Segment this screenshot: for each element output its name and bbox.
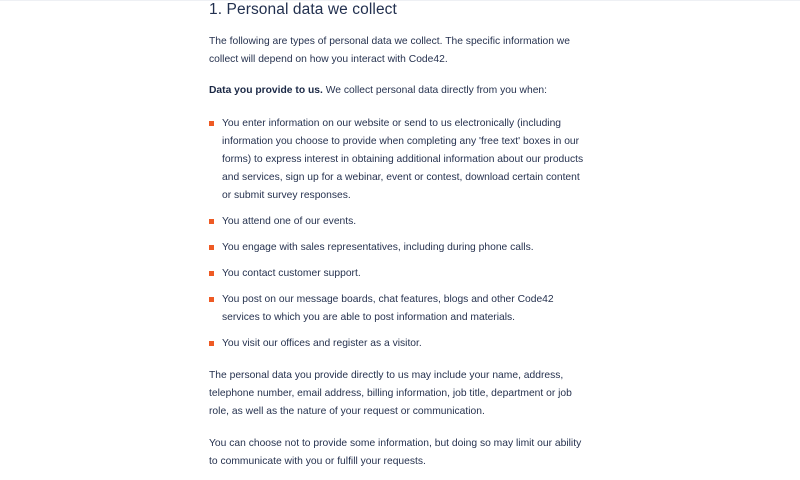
- square-bullet-icon: [209, 245, 214, 250]
- list-item: [209, 335, 584, 353]
- list-item: [209, 213, 584, 231]
- list-item-text: You attend one of our events.: [222, 216, 357, 227]
- privacy-section: [209, 1, 584, 471]
- list-item-text: You engage with sales representatives, including during phone calls.: [222, 242, 534, 253]
- data-you-provide-paragraph: [209, 82, 584, 100]
- list-item: [209, 239, 584, 257]
- list-item: [209, 265, 584, 283]
- intro-paragraph: The following are types of personal data we collect. The specific information we collect will depend on how you interact with Code42.: [209, 36, 570, 65]
- choice-note: You can choose not to provide some information, but doing so may limit our ability to communicate with you or fulfill your requests.: [209, 438, 582, 467]
- square-bullet-icon: [209, 341, 214, 346]
- data-you-provide-label: Data you provide to us.: [209, 85, 323, 96]
- list-item: [209, 115, 584, 205]
- list-item-text: You visit our offices and register as a visitor.: [222, 338, 422, 349]
- square-bullet-icon: [209, 271, 214, 276]
- personal-data-note: The personal data you provide directly to us may include your name, address, telephone number, email address, billing information, job title, department or job role, as well as the nature of your request or communication.: [209, 370, 572, 417]
- section-heading: 1. Personal data we collect: [209, 1, 397, 18]
- data-you-provide-text: We collect personal data directly from you when:: [322, 85, 548, 96]
- collection-list: [209, 115, 584, 353]
- list-item-text: You enter information on our website or send to us electronically (including information you choose to provide when completing any 'free text' boxes in our forms) to express interest in obtaining additional information about our products and services, sign up for a webinar, event or contest, download certain content or submit survey responses.: [222, 118, 584, 201]
- square-bullet-icon: [209, 121, 214, 126]
- square-bullet-icon: [209, 297, 214, 302]
- square-bullet-icon: [209, 219, 214, 224]
- list-item: [209, 291, 584, 327]
- list-item-text: You contact customer support.: [222, 268, 361, 279]
- list-item-text: You post on our message boards, chat features, blogs and other Code42 services to which you are able to post information and materials.: [222, 294, 554, 323]
